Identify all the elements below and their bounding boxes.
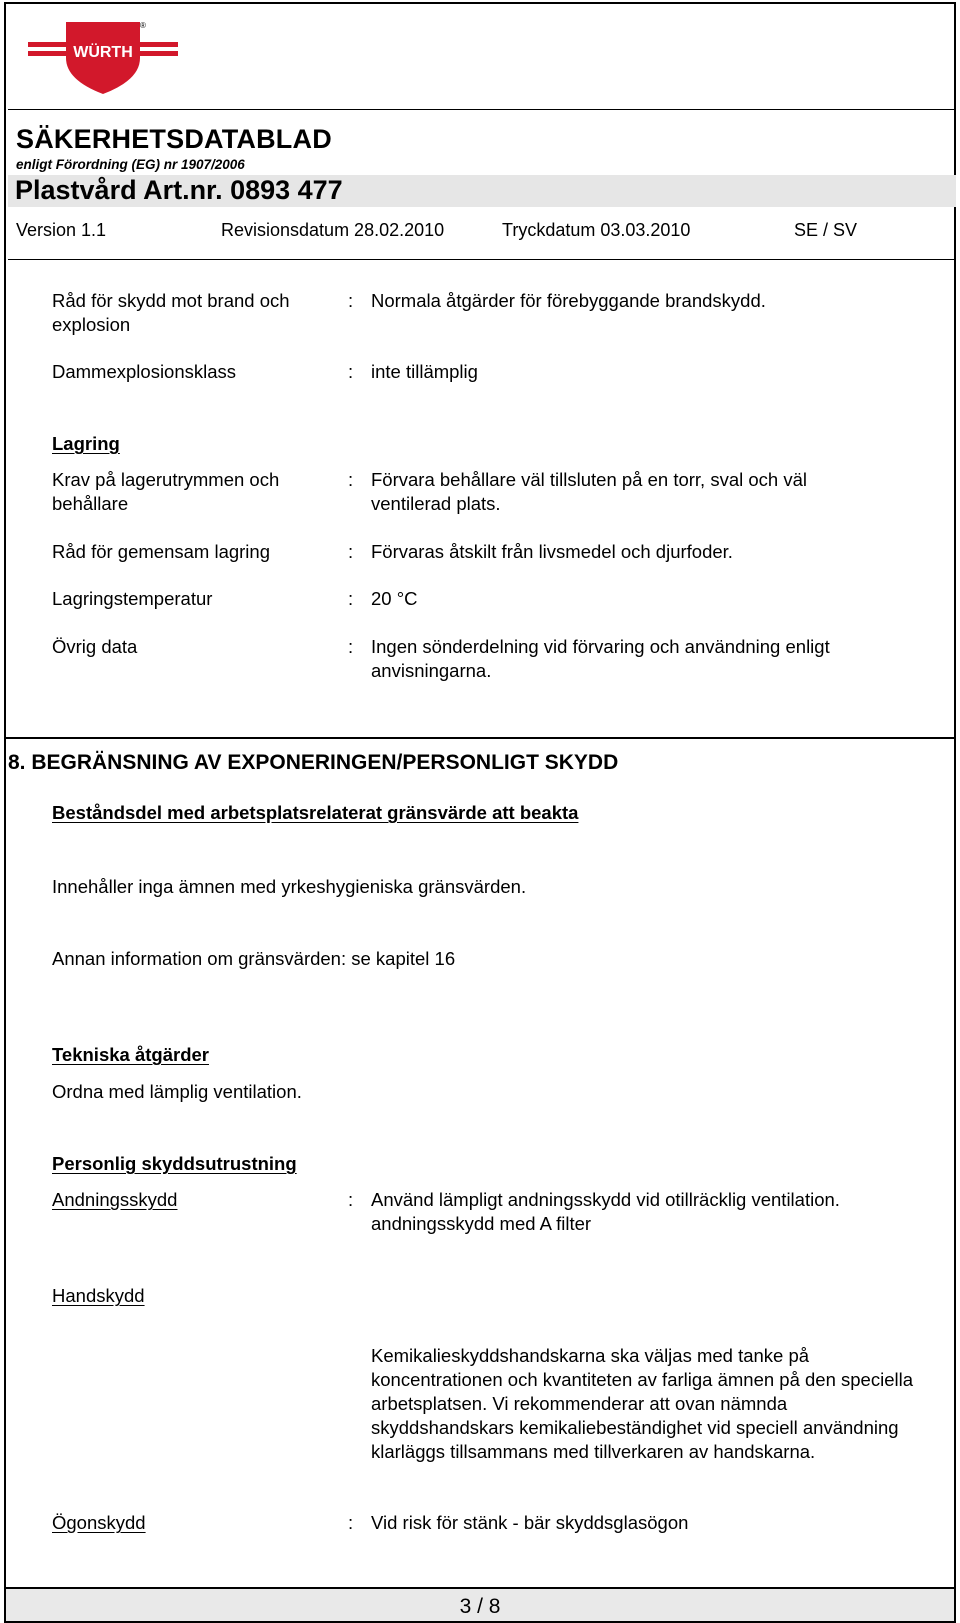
logo-wordmark: WÜRTH [73,44,133,61]
dust-class-label: Dammexplosionsklass [52,361,237,382]
hand-protection-label: Handskydd [52,1285,145,1306]
limits-heading: Beståndsdel med arbetsplatsrelaterat gränsvärde att beakta [52,802,579,823]
eye-protection-value: Vid risk för stänk - bär skyddsglasögon [371,1512,689,1533]
print-date: Tryckdatum 03.03.2010 [502,220,691,240]
page-footer [4,1587,956,1623]
colon: : [348,290,354,311]
colon: : [348,541,354,562]
respiratory-label: Andningsskydd [52,1189,178,1210]
fire-advice-label: Råd för skydd mot brand och explosion [52,290,290,335]
joint-storage-value: Förvaras åtskilt från livsmedel och djurfoder. [371,541,733,562]
colon: : [348,469,354,490]
other-data-value: Ingen sönderdelning vid förvaring och användning enligt anvisningarna. [371,636,830,681]
colon: : [348,588,354,609]
fire-advice-value: Normala åtgärder för förebyggande brandskydd. [371,290,766,311]
other-data-label: Övrig data [52,636,138,657]
colon: : [348,636,354,657]
storage-requirements-label: Krav på lagerutrymmen och behållare [52,469,280,514]
technical-measures-text: Ordna med lämplig ventilation. [52,1081,302,1102]
language: SE / SV [794,220,858,240]
storage-temperature-value: 20 °C [371,588,418,609]
revision-date: Revisionsdatum 28.02.2010 [221,220,445,240]
storage-requirements-value: Förvara behållare väl tillsluten på en torr, sval och väl ventilerad plats. [371,469,807,514]
colon: : [348,1512,354,1533]
document-title: SÄKERHETSDATABLAD [16,124,332,154]
header-rule [8,109,956,110]
storage-temperature-label: Lagringstemperatur [52,588,213,609]
joint-storage-label: Råd för gemensam lagring [52,541,270,562]
version: Version 1.1 [16,220,107,240]
eye-protection-label: Ögonskydd [52,1512,146,1533]
page-number: 3 / 8 [459,1595,501,1618]
technical-measures-heading: Tekniska åtgärder [52,1044,209,1065]
section-8-title: 8. BEGRÄNSNING AV EXPONERINGEN/PERSONLIGT SKYDD [8,751,619,774]
respiratory-value-1: Använd lämpligt andningsskydd vid otillräcklig ventilation. [371,1189,840,1210]
respiratory-value-2: andningsskydd med A filter [371,1213,592,1234]
section-rule [4,737,956,739]
wurth-logo [28,18,178,96]
hand-protection-value: Kemikalieskyddshandskarna ska väljas med tanke på koncentrationen och kvantiteten av farliga ämnen på den speciella arbetsplatsen. Vi rekommenderar att ovan nämnda skyddshandskars kemikaliebeständighet vid speciell användning klarläggs tillsammans med tillverkaren av handskarna. [371,1345,913,1462]
ppe-heading: Personlig skyddsutrustning [52,1153,297,1174]
meta-rule [8,259,956,260]
document-subtitle: enligt Förordning (EG) nr 1907/2006 [16,157,245,172]
colon: : [348,1189,354,1210]
limits-text: Innehåller inga ämnen med yrkeshygieniska gränsvärden. [52,876,527,897]
product-title: Plastvård Art.nr. 0893 477 [15,175,343,205]
registered-mark: ® [140,21,146,30]
colon: : [348,361,354,382]
limits-other: Annan information om gränsvärden: se kapitel 16 [52,948,456,969]
storage-heading: Lagring [52,433,120,454]
dust-class-value: inte tillämplig [371,361,478,382]
